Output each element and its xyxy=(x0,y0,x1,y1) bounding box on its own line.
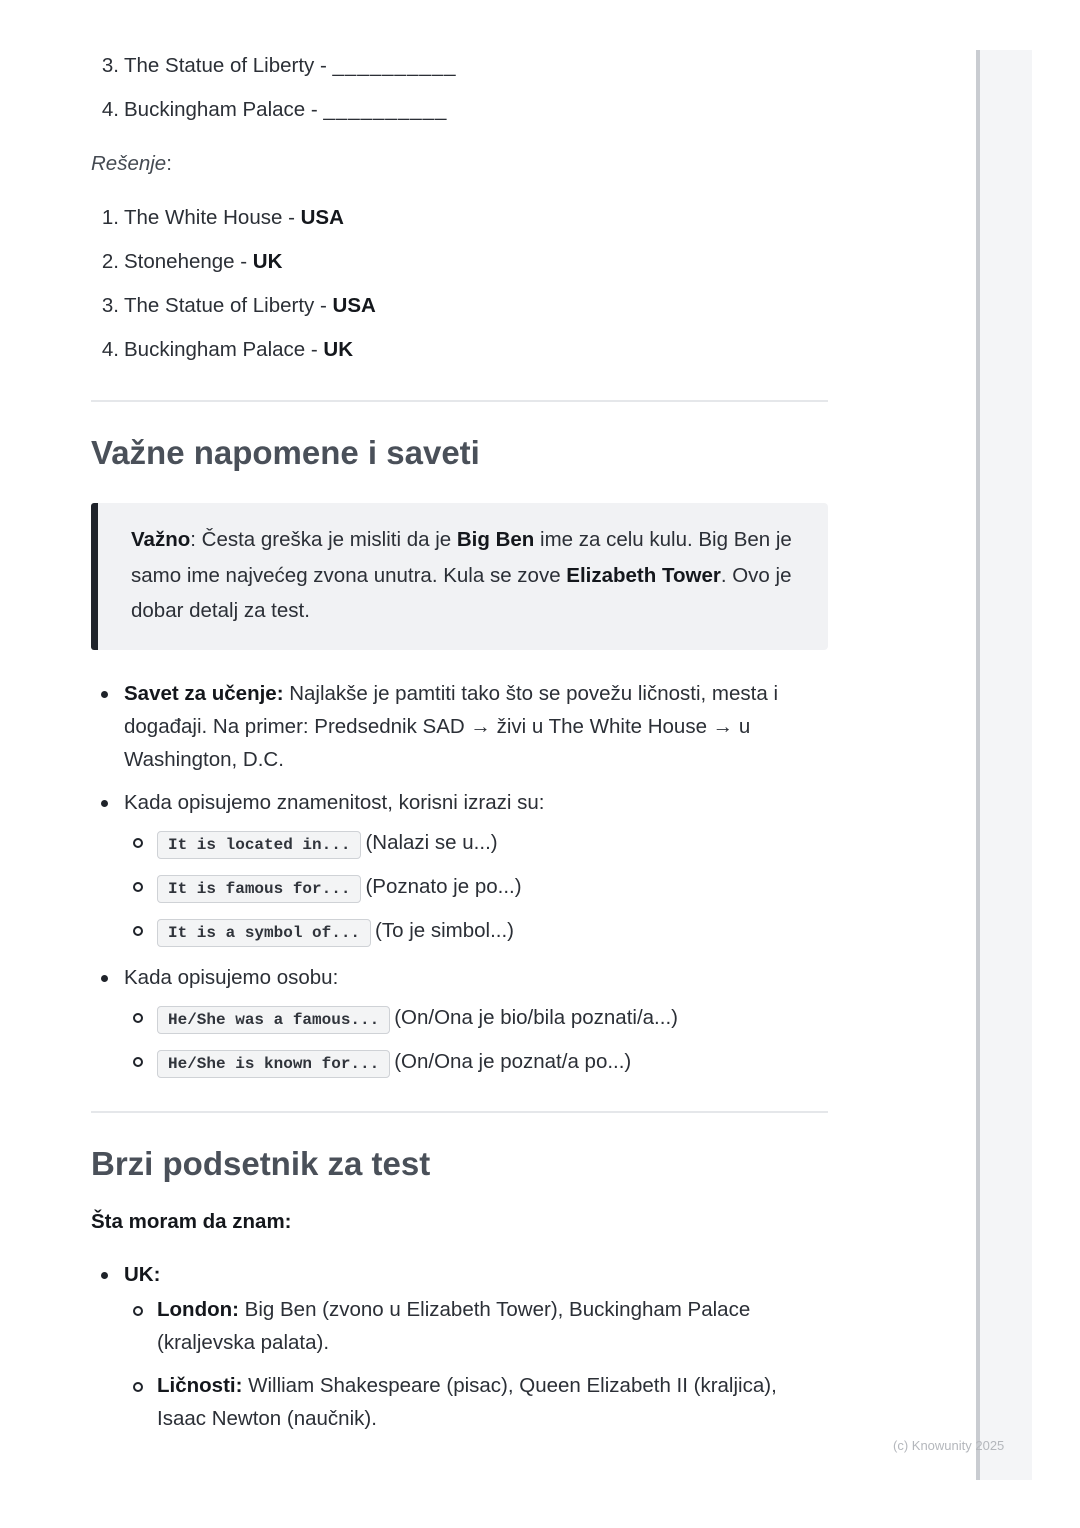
section-divider xyxy=(91,400,828,402)
reminder-subheading: Šta moram da znam: xyxy=(91,1209,292,1233)
bullet-icon xyxy=(101,1272,108,1279)
answer-blank: __________ xyxy=(323,98,448,121)
right-sidebar-panel xyxy=(976,50,1032,1480)
phrase-item: He/She was a famous... (On/Ona je bio/bila poznati/a...) xyxy=(124,996,828,1040)
tips-list xyxy=(91,677,828,1084)
phrase-item: It is famous for... (Poznato je po...) xyxy=(124,865,828,909)
solution-item: 1. The White House - USA xyxy=(101,206,344,229)
fact-item: London: Big Ben (zvono u Elizabeth Tower), Buckingham Palace (kraljevska palata). xyxy=(124,1293,828,1359)
circle-bullet-icon xyxy=(133,1306,143,1316)
callout-accent-bar xyxy=(91,503,98,650)
solution-label: Rešenje: xyxy=(91,152,172,175)
list-item: Kada opisujemo osobu: He/She was a famous... (On/Ona je bio/bila poznati/a...) He/She is known for... (On/Ona je poznat/a po...) xyxy=(91,961,828,1084)
exercise-continued-list xyxy=(91,44,828,132)
uk-facts-list xyxy=(124,1293,828,1435)
person-phrase-list xyxy=(124,996,828,1084)
exercise-item: 3. The Statue of Liberty - __________ xyxy=(101,54,457,77)
notes-heading: Važne napomene i saveti xyxy=(91,434,480,471)
bullet-icon xyxy=(101,800,108,807)
document-content xyxy=(91,44,828,1435)
phrase-item: It is located in... (Nalazi se u...) xyxy=(124,821,828,865)
circle-bullet-icon xyxy=(133,1013,143,1023)
bullet-icon xyxy=(101,975,108,982)
phrase-item: He/She is known for... (On/Ona je poznat/a po...) xyxy=(124,1040,828,1084)
reminder-heading: Brzi podsetnik za test xyxy=(91,1144,431,1182)
circle-bullet-icon xyxy=(133,926,143,936)
solution-item: 4. Buckingham Palace - UK xyxy=(101,338,354,361)
exercise-item: 4. Buckingham Palace - __________ xyxy=(101,98,448,121)
circle-bullet-icon xyxy=(133,1057,143,1067)
solution-list xyxy=(91,196,828,372)
list-item: Savet za učenje: Najlakše je pamtiti tako što se povežu ličnosti, mesta i događaji. Na primer: Predsednik SAD → živi u The White House → u Washington, D.C. xyxy=(91,677,828,776)
fact-item: Ličnosti: William Shakespeare (pisac), Queen Elizabeth II (kraljica), Isaac Newton (naučnik). xyxy=(124,1369,828,1435)
solution-item: 2. Stonehenge - UK xyxy=(101,250,283,273)
solution-item: 3. The Statue of Liberty - USA xyxy=(101,294,376,317)
circle-bullet-icon xyxy=(133,1382,143,1392)
sidebar-divider xyxy=(976,50,980,1480)
landmark-phrase-list xyxy=(124,821,828,953)
bullet-icon xyxy=(101,691,108,698)
list-item: Kada opisujemo znamenitost, korisni izrazi su: It is located in... (Nalazi se u...) It is famous for... (Poznato je po...) It is a symbol of... (To je simbol...) xyxy=(91,786,828,953)
section-divider xyxy=(91,1111,828,1113)
list-item: UK: London: Big Ben (zvono u Elizabeth Tower), Buckingham Palace (kraljevska palata). Ličnosti: William Shakespeare (pisac), Queen Elizabeth II (kraljica), Isaac Newton (naučnik). xyxy=(91,1258,828,1435)
copyright-footer: (c) Knowunity 2025 xyxy=(893,1438,1005,1453)
answer-blank: __________ xyxy=(332,54,457,77)
circle-bullet-icon xyxy=(133,882,143,892)
important-callout: Važno: Česta greška je misliti da je Big Ben ime za celu kulu. Big Ben je samo ime najvećeg zvona unutra. Kula se zove Elizabeth Tower. Ovo je dobar detalj za test. xyxy=(91,503,828,650)
reminder-list xyxy=(91,1258,828,1435)
phrase-item: It is a symbol of... (To je simbol...) xyxy=(124,909,828,953)
circle-bullet-icon xyxy=(133,838,143,848)
